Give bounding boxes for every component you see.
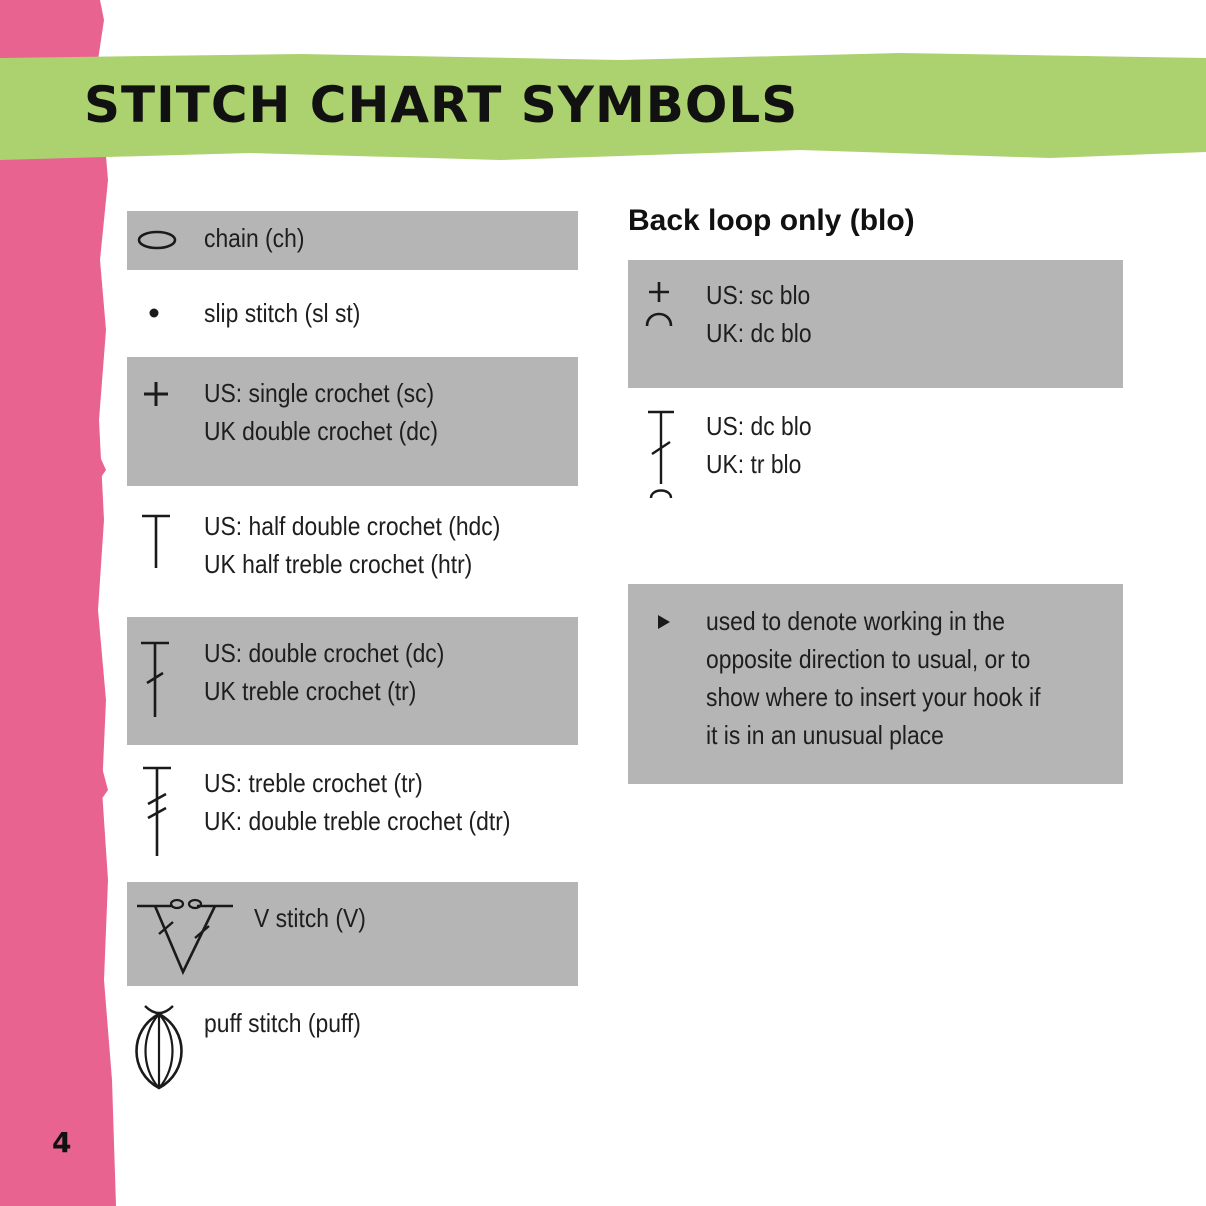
v-stitch-icon xyxy=(135,898,235,992)
legend-row-v-stitch xyxy=(127,882,578,986)
t-bar-one-slash-icon xyxy=(137,639,173,719)
legend-row-treble-crochet xyxy=(127,758,578,868)
legend-note-line-4: it is in an unusual place xyxy=(706,720,944,750)
t-bar-two-slash-icon xyxy=(139,764,175,860)
legend-row-slip-stitch xyxy=(127,284,578,344)
plus-blo-icon xyxy=(642,280,676,330)
legend-note-line-2: opposite direction to usual, or to xyxy=(706,644,1031,674)
legend-row-dc-blo xyxy=(628,396,1123,506)
legend-label-hdc-us: US: half double crochet (hdc) xyxy=(204,511,501,541)
blo-heading: Back loop only (blo) xyxy=(628,204,915,237)
legend-row-single-crochet xyxy=(127,357,578,486)
page-title: STITCH CHART SYMBOLS xyxy=(84,76,799,134)
puff-stitch-icon xyxy=(131,1000,187,1092)
page-number: 4 xyxy=(52,1126,72,1159)
legend-row-half-double-crochet xyxy=(127,500,578,604)
t-bar-slash-blo-icon xyxy=(644,408,678,512)
legend-label-sc-uk: UK double crochet (dc) xyxy=(204,416,438,446)
legend-label-v-stitch: V stitch (V) xyxy=(254,903,366,933)
legend-row-sc-blo xyxy=(628,260,1123,388)
legend-label-puff-stitch: puff stitch (puff) xyxy=(204,1008,361,1038)
legend-row-chain xyxy=(127,211,578,270)
legend-row-puff-stitch xyxy=(127,996,578,1096)
legend-label-tr-us: US: treble crochet (tr) xyxy=(204,768,423,798)
legend-label-dc-blo-us: US: dc blo xyxy=(706,411,812,441)
legend-label-dc-uk: UK treble crochet (tr) xyxy=(204,676,417,706)
legend-row-double-crochet xyxy=(127,617,578,745)
plus-icon xyxy=(141,379,171,409)
legend-label-sc-blo-us: US: sc blo xyxy=(706,280,811,310)
legend-row-arrow-note xyxy=(628,584,1123,784)
legend-label-sc-us: US: single crochet (sc) xyxy=(204,378,435,408)
legend-label-hdc-uk: UK half treble crochet (htr) xyxy=(204,549,473,579)
legend-label-tr-uk: UK: double treble crochet (dtr) xyxy=(204,806,511,836)
chain-oval-icon xyxy=(135,228,179,252)
legend-label-dc-blo-uk: UK: tr blo xyxy=(706,449,802,479)
legend-label-slip-stitch: slip stitch (sl st) xyxy=(204,298,361,328)
legend-note-line-3: show where to insert your hook if xyxy=(706,682,1041,712)
legend-label-sc-blo-uk: UK: dc blo xyxy=(706,318,812,348)
legend-label-dc-us: US: double crochet (dc) xyxy=(204,638,445,668)
legend-note-line-1: used to denote working in the xyxy=(706,606,1005,636)
pink-brush-band xyxy=(0,0,118,1206)
dot-icon xyxy=(147,306,161,320)
legend-label-chain: chain (ch) xyxy=(204,223,305,253)
t-bar-icon xyxy=(138,512,174,572)
triangle-arrow-icon xyxy=(656,613,672,631)
